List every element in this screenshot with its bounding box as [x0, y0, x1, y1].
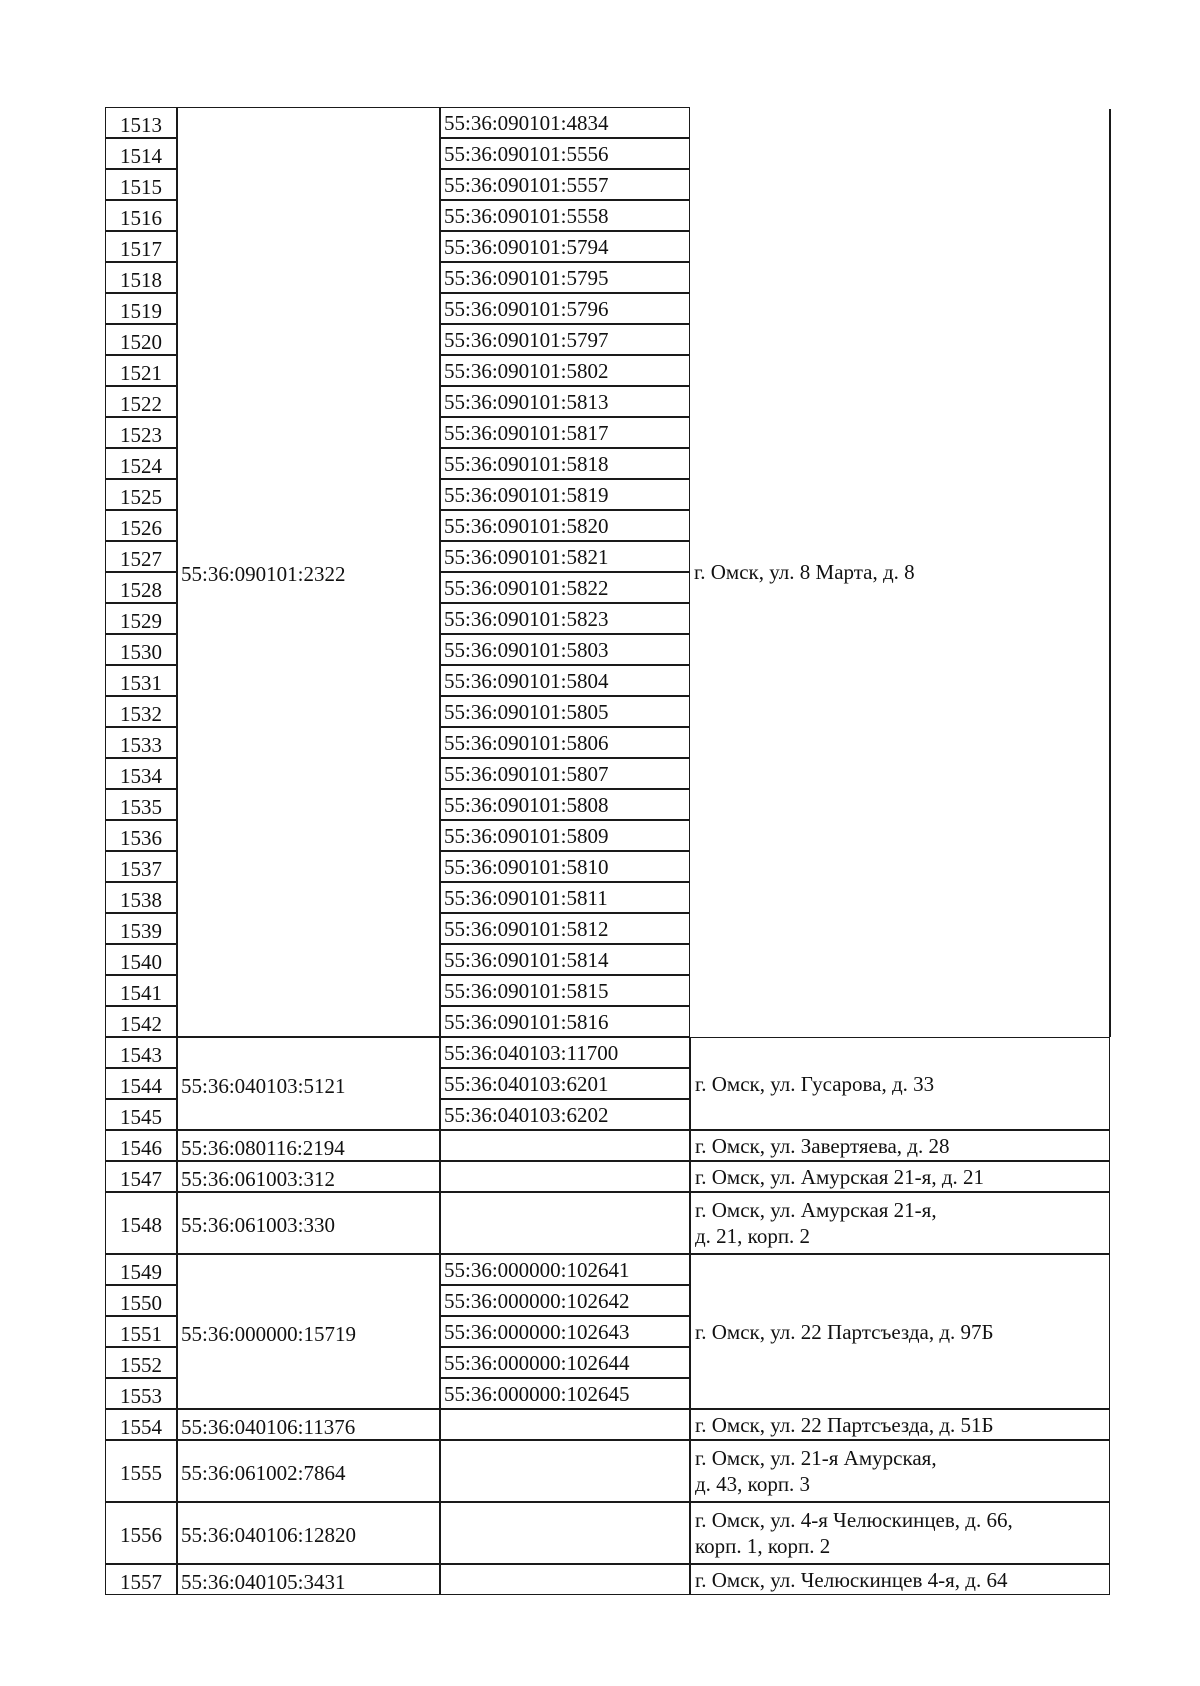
sub-cadastral-number: 55:36:090101:5556: [440, 138, 690, 169]
cadastral-number: 55:36:061003:312: [177, 1161, 440, 1192]
row-number: 1539: [105, 913, 177, 944]
row-number: 1534: [105, 758, 177, 789]
sub-cadastral-number: [440, 1409, 690, 1440]
row-number: 1552: [105, 1347, 177, 1378]
sub-cadastral-number: 55:36:090101:5817: [440, 417, 690, 448]
row-number: 1521: [105, 355, 177, 386]
sub-cadastral-number: 55:36:090101:5810: [440, 851, 690, 882]
row-number: 1524: [105, 448, 177, 479]
address: г. Омск, ул. Завертяева, д. 28: [690, 1130, 1110, 1161]
sub-cadastral-number: 55:36:090101:5804: [440, 665, 690, 696]
cadastral-number: 55:36:000000:15719: [177, 1254, 440, 1409]
row-number: 1549: [105, 1254, 177, 1285]
address: г. Омск, ул. 22 Партсъезда, д. 51Б: [690, 1409, 1110, 1440]
row-number: 1528: [105, 572, 177, 603]
cadastral-number: 55:36:040105:3431: [177, 1564, 440, 1595]
row-number: 1550: [105, 1285, 177, 1316]
sub-cadastral-number: 55:36:090101:5796: [440, 293, 690, 324]
row-number: 1557: [105, 1564, 177, 1595]
row-number: 1535: [105, 789, 177, 820]
row-number: 1541: [105, 975, 177, 1006]
address-line: г. Омск, ул. Амурская 21-я,: [695, 1198, 937, 1222]
sub-cadastral-number: [440, 1564, 690, 1595]
row-number: 1545: [105, 1099, 177, 1130]
address-lines: [695, 1507, 1013, 1559]
row-number: 1525: [105, 479, 177, 510]
row-number: 1543: [105, 1037, 177, 1068]
sub-cadastral-number: 55:36:090101:5822: [440, 572, 690, 603]
address: г. Омск, ул. 22 Партсъезда, д. 97Б: [690, 1254, 1110, 1409]
row-number: 1555: [105, 1440, 177, 1502]
address: [690, 1192, 1110, 1254]
sub-cadastral-number: 55:36:090101:5557: [440, 169, 690, 200]
address-line: д. 43, корп. 3: [695, 1472, 811, 1496]
row-number: 1518: [105, 262, 177, 293]
sub-cadastral-number: 55:36:090101:5823: [440, 603, 690, 634]
cadastral-number: 55:36:040103:5121: [177, 1037, 440, 1130]
cadastral-number: 55:36:061002:7864: [177, 1440, 440, 1502]
table-right-rule: [1109, 109, 1111, 1037]
address: [690, 1502, 1110, 1564]
sub-cadastral-number: 55:36:090101:5821: [440, 541, 690, 572]
sub-cadastral-number: 55:36:090101:5816: [440, 1006, 690, 1037]
cadastral-number: 55:36:040106:11376: [177, 1409, 440, 1440]
sub-cadastral-number: 55:36:000000:102644: [440, 1347, 690, 1378]
row-number: 1540: [105, 944, 177, 975]
row-number: 1538: [105, 882, 177, 913]
address-line: корп. 1, корп. 2: [695, 1534, 831, 1558]
row-number: 1547: [105, 1161, 177, 1192]
cadastral-number: 55:36:040106:12820: [177, 1502, 440, 1564]
sub-cadastral-number: 55:36:090101:5814: [440, 944, 690, 975]
sub-cadastral-number: 55:36:090101:5820: [440, 510, 690, 541]
cadastral-number: 55:36:080116:2194: [177, 1130, 440, 1161]
sub-cadastral-number: [440, 1161, 690, 1192]
row-number: 1536: [105, 820, 177, 851]
sub-cadastral-number: [440, 1192, 690, 1254]
sub-cadastral-number: 55:36:000000:102641: [440, 1254, 690, 1285]
row-number: 1529: [105, 603, 177, 634]
sub-cadastral-number: 55:36:090101:5806: [440, 727, 690, 758]
sub-cadastral-number: [440, 1130, 690, 1161]
row-number: 1516: [105, 200, 177, 231]
address-lines: [695, 1445, 937, 1497]
row-number: 1514: [105, 138, 177, 169]
address-line: г. Омск, ул. 4-я Челюскинцев, д. 66,: [695, 1508, 1013, 1532]
row-number: 1517: [105, 231, 177, 262]
row-number: 1522: [105, 386, 177, 417]
address-lines: [695, 1197, 937, 1249]
cadastral-number: 55:36:090101:2322: [177, 107, 440, 1037]
row-number: 1526: [105, 510, 177, 541]
address: г. Омск, ул. Челюскинцев 4-я, д. 64: [690, 1564, 1110, 1595]
row-number: 1519: [105, 293, 177, 324]
sub-cadastral-number: 55:36:090101:5818: [440, 448, 690, 479]
row-number: 1537: [105, 851, 177, 882]
address-line: д. 21, корп. 2: [695, 1224, 811, 1248]
sub-cadastral-number: 55:36:090101:5794: [440, 231, 690, 262]
sub-cadastral-number: 55:36:090101:5811: [440, 882, 690, 913]
row-number: 1548: [105, 1192, 177, 1254]
row-number: 1554: [105, 1409, 177, 1440]
row-number: 1532: [105, 696, 177, 727]
sub-cadastral-number: 55:36:000000:102645: [440, 1378, 690, 1409]
row-number: 1546: [105, 1130, 177, 1161]
sub-cadastral-number: 55:36:090101:5819: [440, 479, 690, 510]
sub-cadastral-number: 55:36:090101:5809: [440, 820, 690, 851]
sub-cadastral-number: 55:36:040103:6202: [440, 1099, 690, 1130]
row-number: 1523: [105, 417, 177, 448]
sub-cadastral-number: 55:36:040103:6201: [440, 1068, 690, 1099]
row-number: 1515: [105, 169, 177, 200]
sub-cadastral-number: 55:36:090101:5813: [440, 386, 690, 417]
sub-cadastral-number: 55:36:000000:102643: [440, 1316, 690, 1347]
row-number: 1542: [105, 1006, 177, 1037]
address: г. Омск, ул. 8 Марта, д. 8: [694, 560, 915, 584]
sub-cadastral-number: 55:36:090101:5558: [440, 200, 690, 231]
address: г. Омск, ул. Амурская 21-я, д. 21: [690, 1161, 1110, 1192]
sub-cadastral-number: 55:36:090101:5795: [440, 262, 690, 293]
sub-cadastral-number: 55:36:090101:5802: [440, 355, 690, 386]
sub-cadastral-number: 55:36:090101:5805: [440, 696, 690, 727]
row-number: 1530: [105, 634, 177, 665]
sub-cadastral-number: 55:36:040103:11700: [440, 1037, 690, 1068]
cadastral-number: 55:36:061003:330: [177, 1192, 440, 1254]
sub-cadastral-number: 55:36:090101:5808: [440, 789, 690, 820]
row-number: 1551: [105, 1316, 177, 1347]
row-number: 1544: [105, 1068, 177, 1099]
sub-cadastral-number: 55:36:000000:102642: [440, 1285, 690, 1316]
sub-cadastral-number: [440, 1440, 690, 1502]
sub-cadastral-number: [440, 1502, 690, 1564]
row-number: 1527: [105, 541, 177, 572]
sub-cadastral-number: 55:36:090101:5797: [440, 324, 690, 355]
row-number: 1553: [105, 1378, 177, 1409]
row-number: 1531: [105, 665, 177, 696]
address-line: г. Омск, ул. 21-я Амурская,: [695, 1446, 937, 1470]
sub-cadastral-number: 55:36:090101:5815: [440, 975, 690, 1006]
sub-cadastral-number: 55:36:090101:5807: [440, 758, 690, 789]
row-number: 1533: [105, 727, 177, 758]
address: г. Омск, ул. Гусарова, д. 33: [690, 1037, 1110, 1130]
sub-cadastral-number: 55:36:090101:4834: [440, 107, 690, 138]
sub-cadastral-number: 55:36:090101:5803: [440, 634, 690, 665]
row-number: 1520: [105, 324, 177, 355]
address: [690, 1440, 1110, 1502]
sub-cadastral-number: 55:36:090101:5812: [440, 913, 690, 944]
row-number: 1556: [105, 1502, 177, 1564]
row-number: 1513: [105, 107, 177, 138]
